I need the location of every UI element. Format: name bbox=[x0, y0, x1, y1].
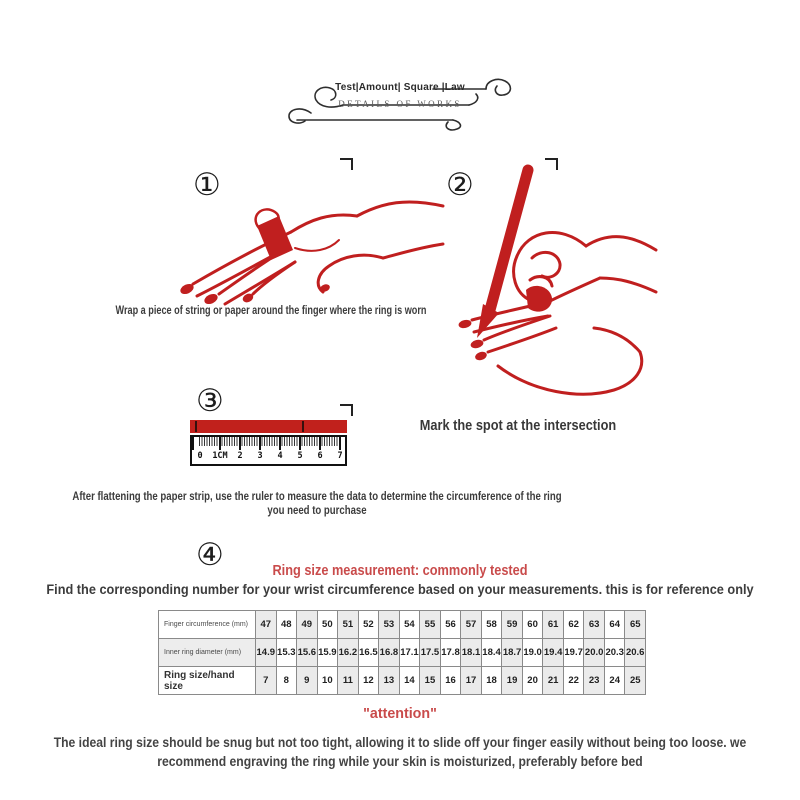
table-cell: 15.6 bbox=[297, 639, 318, 667]
ruler-label: 0 bbox=[197, 451, 203, 461]
paper-strip bbox=[190, 420, 347, 433]
step-3-number: ③ bbox=[196, 383, 224, 419]
table-cell: 62 bbox=[564, 611, 585, 639]
table-cell: 21 bbox=[543, 667, 564, 695]
table-cell: 60 bbox=[523, 611, 544, 639]
ruler bbox=[190, 435, 347, 466]
table-cell: 55 bbox=[420, 611, 441, 639]
table-cell: 9 bbox=[297, 667, 318, 695]
ruler-label: 3 bbox=[257, 451, 263, 461]
table-cell: 61 bbox=[543, 611, 564, 639]
ruler-major-tick bbox=[339, 437, 341, 450]
ruler-major-tick bbox=[279, 437, 281, 450]
header-nav-text: Test|Amount| Square |Law bbox=[335, 82, 465, 93]
table-cell: 19.4 bbox=[543, 639, 564, 667]
table-cell: 65 bbox=[625, 611, 646, 639]
table-cell: 64 bbox=[605, 611, 626, 639]
table-cell: 19.0 bbox=[523, 639, 544, 667]
table-cell: 11 bbox=[338, 667, 359, 695]
step-1-caption: Wrap a piece of string or paper around the finger where the ring is worn bbox=[115, 303, 427, 317]
step-2-number: ② bbox=[446, 167, 474, 203]
ruler-label: 7 bbox=[337, 451, 343, 461]
strip-intersection-mark bbox=[302, 421, 304, 432]
table-cell: 14.9 bbox=[256, 639, 277, 667]
table-cell: 25 bbox=[625, 667, 646, 695]
attention-line-2: recommend engraving the ring while your skin is moisturized, preferably before bed bbox=[157, 754, 643, 769]
table-cell: 12 bbox=[359, 667, 380, 695]
row-cells bbox=[256, 639, 646, 667]
step-2-caption: Mark the spot at the intersection bbox=[419, 418, 617, 434]
hand-pencil-illustration bbox=[432, 166, 658, 398]
table-cell: 17 bbox=[461, 667, 482, 695]
step-4-number: ④ bbox=[196, 537, 224, 573]
table-cell: 18.1 bbox=[461, 639, 482, 667]
ruler-major-tick bbox=[299, 437, 301, 450]
row-header: Ring size/hand size bbox=[159, 667, 256, 695]
strip-start-mark bbox=[195, 421, 197, 432]
table-cell: 63 bbox=[584, 611, 605, 639]
table-cell: 15.3 bbox=[277, 639, 298, 667]
table-cell: 47 bbox=[256, 611, 277, 639]
table-cell: 56 bbox=[441, 611, 462, 639]
table-cell: 22 bbox=[564, 667, 585, 695]
table-cell: 20 bbox=[523, 667, 544, 695]
ring-size-table bbox=[158, 610, 646, 695]
table-cell: 17.1 bbox=[400, 639, 421, 667]
table-cell: 23 bbox=[584, 667, 605, 695]
ruler-label: 2 bbox=[237, 451, 243, 461]
attention-paragraph bbox=[40, 733, 760, 771]
table-cell: 19.7 bbox=[564, 639, 585, 667]
table-cell: 20.3 bbox=[605, 639, 626, 667]
ruler-major-tick bbox=[192, 437, 194, 450]
attention-title: "attention" bbox=[363, 705, 437, 722]
ruler-label: 5 bbox=[297, 451, 303, 461]
attention-line-1: The ideal ring size should be snug but not too tight, allowing it to slide off your finger easily without being too loose. we bbox=[53, 735, 747, 750]
row-cells bbox=[256, 667, 646, 695]
corner-bracket-3 bbox=[340, 404, 353, 416]
ruler-major-tick bbox=[239, 437, 241, 450]
ruler-label: 6 bbox=[317, 451, 323, 461]
table-cell: 8 bbox=[277, 667, 298, 695]
table-cell: 58 bbox=[482, 611, 503, 639]
table-cell: 14 bbox=[400, 667, 421, 695]
table-cell: 18 bbox=[482, 667, 503, 695]
row-cells bbox=[256, 611, 646, 639]
table-cell: 18.4 bbox=[482, 639, 503, 667]
corner-bracket-1 bbox=[340, 158, 353, 170]
ruler-label: 4 bbox=[277, 451, 283, 461]
hand-string-illustration bbox=[145, 192, 445, 307]
section-title: Ring size measurement: commonly tested bbox=[272, 562, 528, 579]
table-cell: 52 bbox=[359, 611, 380, 639]
table-cell: 48 bbox=[277, 611, 298, 639]
table-cell: 16.8 bbox=[379, 639, 400, 667]
ruler-major-tick bbox=[259, 437, 261, 450]
table-cell: 10 bbox=[318, 667, 339, 695]
table-cell: 24 bbox=[605, 667, 626, 695]
ruler-labels bbox=[192, 451, 345, 463]
row-header: Inner ring diameter (mm) bbox=[159, 639, 256, 667]
table-cell: 20.6 bbox=[625, 639, 646, 667]
table-cell: 51 bbox=[338, 611, 359, 639]
table-cell: 59 bbox=[502, 611, 523, 639]
table-cell: 19 bbox=[502, 667, 523, 695]
table-cell: 49 bbox=[297, 611, 318, 639]
step-3-caption: After flattening the paper strip, use the ruler to measure the data to determine the circumference of the ring you need to purchase bbox=[72, 489, 562, 517]
table-cell: 16 bbox=[441, 667, 462, 695]
table-cell: 15.9 bbox=[318, 639, 339, 667]
table-cell: 54 bbox=[400, 611, 421, 639]
table-cell: 53 bbox=[379, 611, 400, 639]
step-1-number: ① bbox=[193, 167, 221, 203]
table-cell: 57 bbox=[461, 611, 482, 639]
table-cell: 16.2 bbox=[338, 639, 359, 667]
table-cell: 50 bbox=[318, 611, 339, 639]
ruler-major-tick bbox=[219, 437, 221, 450]
table-cell: 13 bbox=[379, 667, 400, 695]
table-cell: 20.0 bbox=[584, 639, 605, 667]
table-cell: 7 bbox=[256, 667, 277, 695]
table-row bbox=[159, 611, 646, 639]
table-cell: 17.5 bbox=[420, 639, 441, 667]
table-cell: 16.5 bbox=[359, 639, 380, 667]
section-subtitle: Find the corresponding number for your wrist circumference based on your measurements. this is for reference only bbox=[46, 581, 754, 597]
ruler-label: 1CM bbox=[212, 451, 228, 461]
table-row bbox=[159, 667, 646, 695]
table-cell: 18.7 bbox=[502, 639, 523, 667]
ruler-major-tick bbox=[319, 437, 321, 450]
header-subtitle: DETAILS OF WORKS bbox=[338, 99, 462, 109]
table-cell: 17.8 bbox=[441, 639, 462, 667]
table-row bbox=[159, 639, 646, 667]
row-header: Finger circumference (mm) bbox=[159, 611, 256, 639]
table-cell: 15 bbox=[420, 667, 441, 695]
